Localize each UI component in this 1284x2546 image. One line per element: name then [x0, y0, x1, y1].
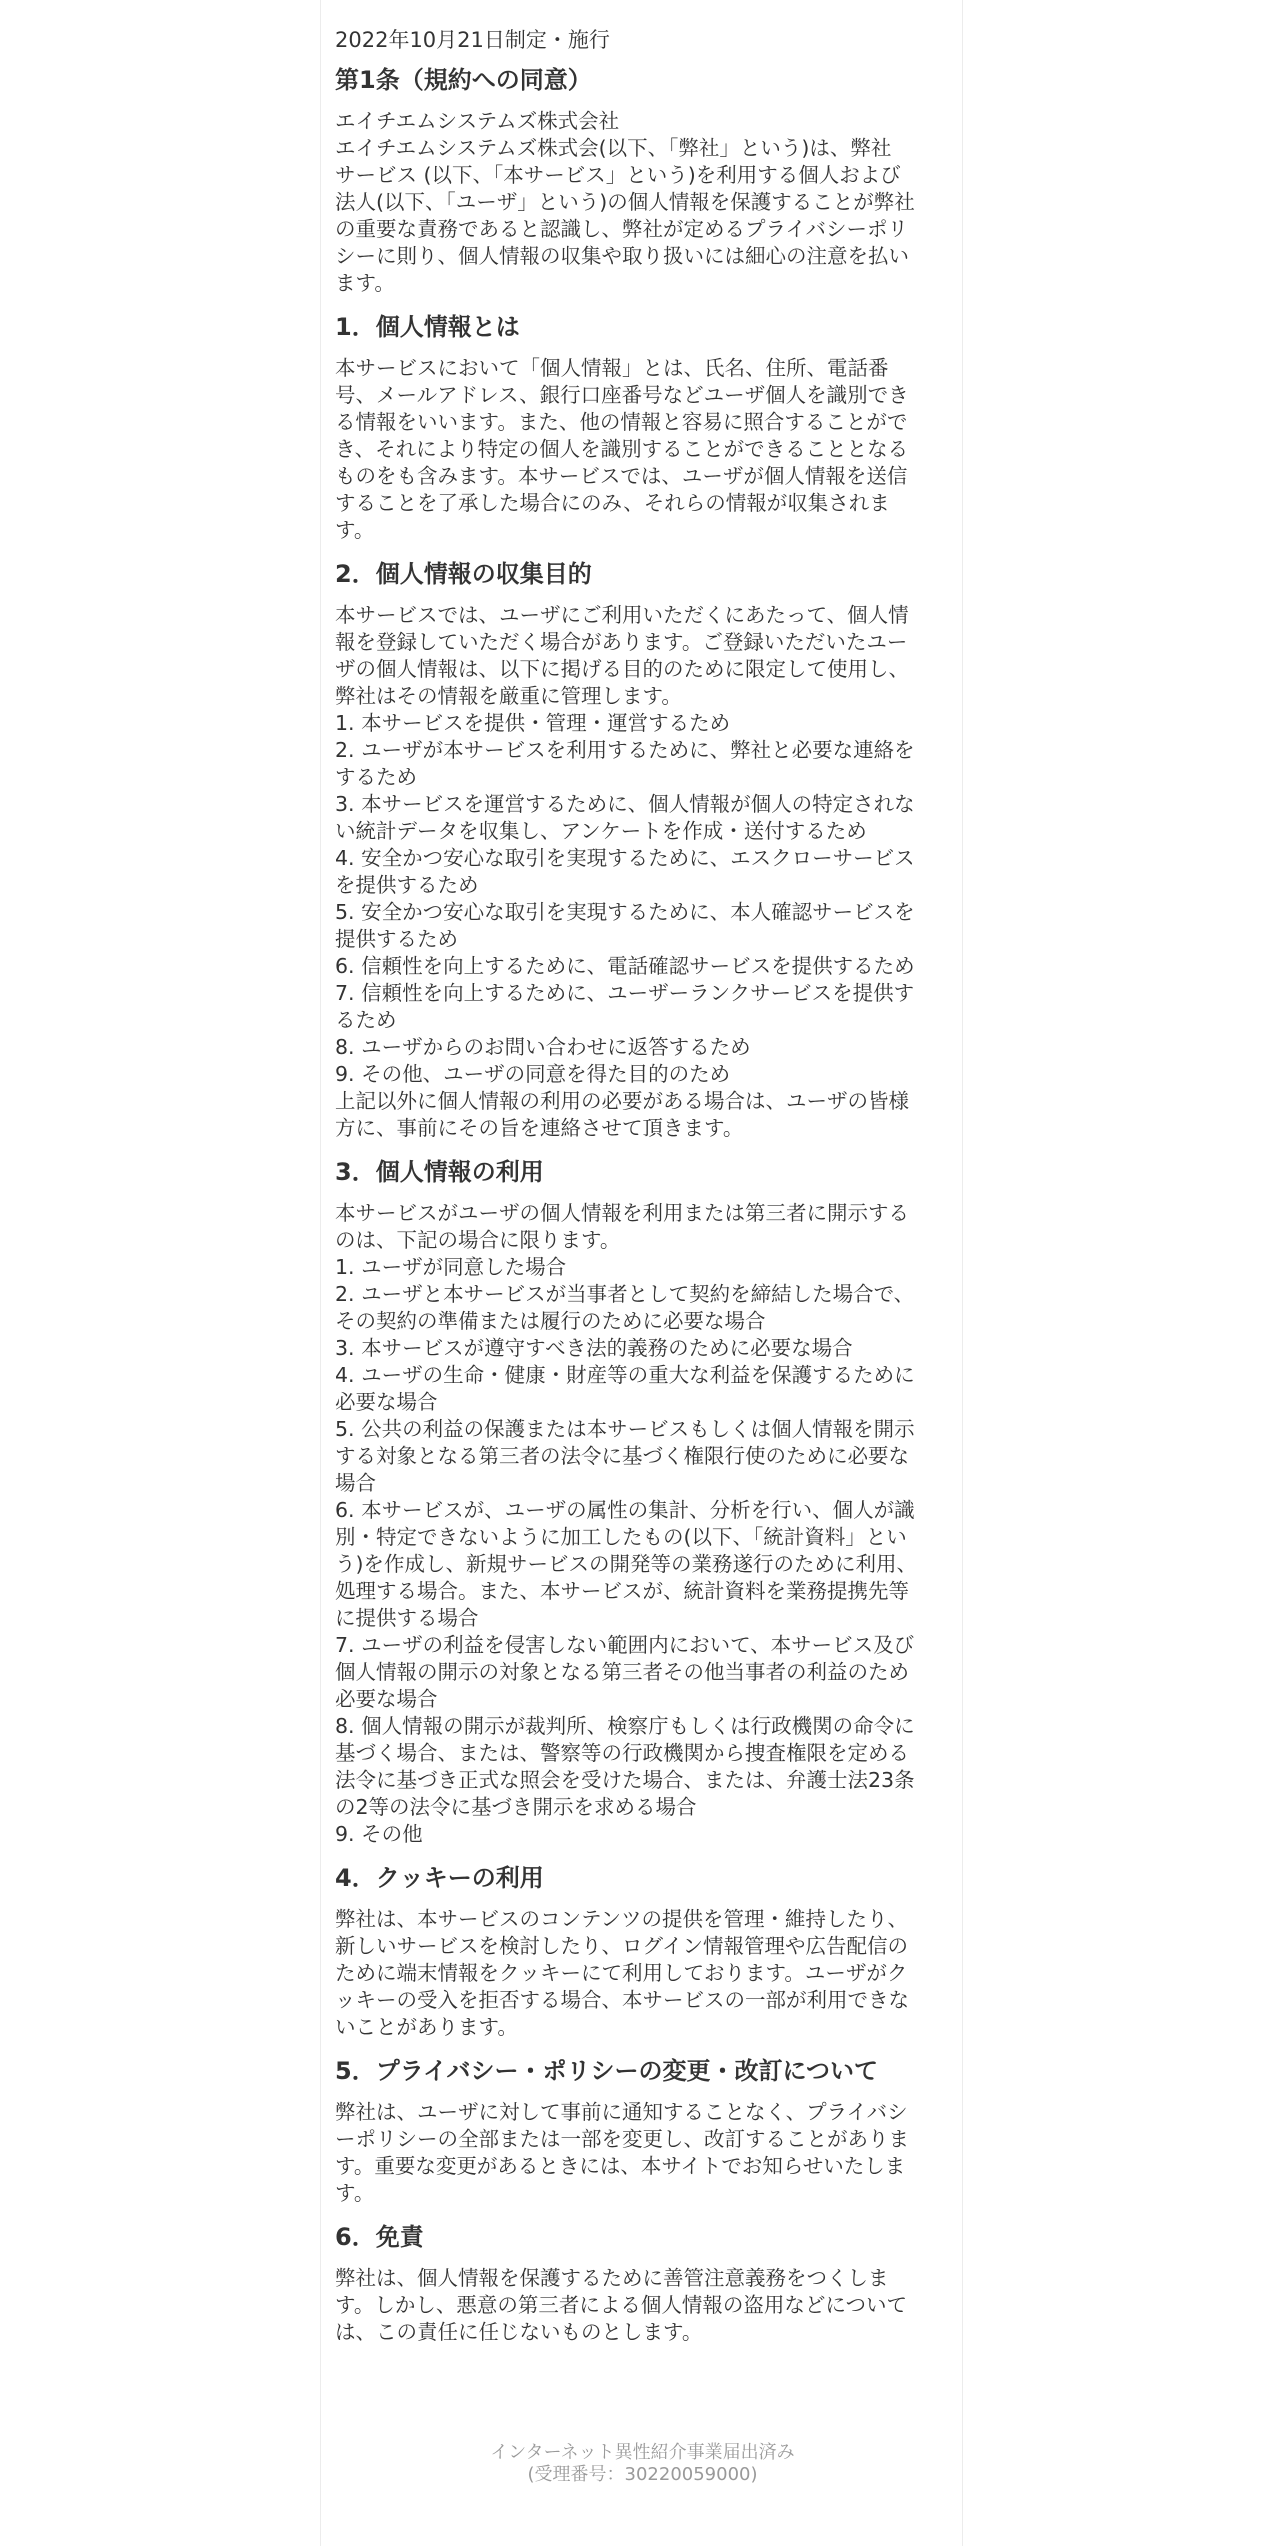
section-body-line: う)を作成し、新規サービスの開発等の業務遂行のために利用、: [335, 1552, 917, 1576]
section-body-line: き、それにより特定の個人を識別することができることとなる: [335, 437, 909, 461]
section-body-line: 基づく場合、または、警察等の行政機関から捜査権限を定める: [335, 1741, 909, 1765]
section-body-line: を提供するため: [335, 873, 479, 897]
section-body-line: 弊社は、ユーザに対して事前に通知することなく、プライバシ: [335, 2100, 908, 2124]
section-body: [335, 2265, 953, 2346]
policy-page: [320, 0, 963, 2546]
section-body-line: 弊社は、本サービスのコンテンツの提供を管理・維持したり、: [335, 1907, 908, 1931]
section-body-line: ものをも含みます。本サービスでは、ユーザが個人情報を送信: [335, 464, 908, 488]
section-heading: 4．クッキーの利用: [335, 1864, 544, 1892]
section-body-line: ます。: [335, 271, 395, 295]
section-body-line: 別・特定できないように加工したもの(以下、「統計資料」とい: [335, 1525, 907, 1549]
section-body-line: ために端末情報をクッキーにて利用しております。ユーザがク: [335, 1961, 908, 1985]
section-body-line: する対象となる第三者の法令に基づく権限行使のために必要な: [335, 1444, 909, 1468]
section-body-line: 7. 信頼性を向上するために、ユーザーランクサービスを提供す: [335, 981, 915, 1005]
section-body: [335, 1200, 953, 1848]
section-body-line: の重要な責務であると認識し、弊社が定めるプライバシーポリ: [335, 217, 908, 241]
section-body-line: る情報をいいます。また、他の情報と容易に照合することがで: [335, 410, 908, 434]
section-body-line: 本サービスがユーザの個人情報を利用または第三者に開示する: [335, 1201, 909, 1225]
policy-sections: [335, 64, 953, 2346]
section-body-line: するため: [335, 765, 417, 789]
section-body-line: 6. 信頼性を向上するために、電話確認サービスを提供するため: [335, 954, 915, 978]
section-heading: 第1条（規約への同意）: [335, 66, 592, 94]
section-body-line: 9. その他、ユーザの同意を得た目的のため: [335, 1062, 731, 1086]
section-body-line: は、この責任に任じないものとします。: [335, 2320, 703, 2344]
section-body-line: ッキーの受入を拒否する場合、本サービスの一部が利用できな: [335, 1988, 909, 2012]
section-body-line: 弊社はその情報を厳重に管理します。: [335, 684, 682, 708]
section-body-line: 7. ユーザの利益を侵害しない範囲内において、本サービス及び: [335, 1633, 915, 1657]
section-body-line: 報を登録していただく場合があります。ご登録いただいたユー: [335, 630, 908, 654]
section-body-line: 3. 本サービスを運営するために、個人情報が個人の特定されな: [335, 792, 915, 816]
section-body-line: 号、メールアドレス、銀行口座番号などユーザ個人を識別でき: [335, 383, 909, 407]
section-body-line: 3. 本サービスが遵守すべき法的義務のために必要な場合: [335, 1336, 853, 1360]
section-body-line: 新しいサービスを検討したり、ログイン情報管理や広告配信の: [335, 1934, 908, 1958]
section-body-line: 場合: [335, 1471, 376, 1495]
section-body-line: 9. その他: [335, 1822, 423, 1846]
section-body-line: 上記以外に個人情報の利用の必要がある場合は、ユーザの皆様: [335, 1089, 909, 1113]
section-body-line: 本サービスでは、ユーザにご利用いただくにあたって、個人情: [335, 603, 909, 627]
section-body-line: 必要な場合: [335, 1390, 438, 1414]
section-body: [335, 1906, 953, 2041]
section-body: [335, 108, 953, 297]
section-body-line: いことがあります。: [335, 2015, 518, 2039]
section-body-line: す。: [335, 518, 375, 542]
section-body-line: 6. 本サービスが、ユーザの属性の集計、分析を行い、個人が識: [335, 1498, 915, 1522]
section-body: [335, 2099, 953, 2207]
section-body-line: 4. 安全かつ安心な取引を実現するために、エスクローサービス: [335, 846, 915, 870]
footer: [321, 2442, 964, 2486]
section-body-line: 2. ユーザと本サービスが当事者として契約を締結した場合で、: [335, 1282, 915, 1306]
section-body-line: 処理する場合。また、本サービスが、統計資料を業務提携先等: [335, 1579, 909, 1603]
section-body-line: 法令に基づき正式な照会を受けた場合、または、弁護士法23条: [335, 1768, 915, 1792]
section-body-line: することを了承した場合にのみ、それらの情報が収集されま: [335, 491, 890, 515]
section-body-line: シーに則り、個人情報の収集や取り扱いには細心の注意を払い: [335, 244, 909, 268]
section-body-line: ザの個人情報は、以下に掲げる目的のために限定して使用し、: [335, 657, 909, 681]
section-body-line: 5. 安全かつ安心な取引を実現するために、本人確認サービスを: [335, 900, 915, 924]
section-body-line: 提供するため: [335, 927, 458, 951]
section-body-line: 弊社は、個人情報を保護するために善管注意義務をつくしま: [335, 2266, 889, 2290]
section-heading: 5．プライバシー・ポリシーの変更・改訂について: [335, 2057, 879, 2085]
enactment-date: 2022年10月21日制定・施行: [335, 28, 610, 52]
section-body-line: 8. 個人情報の開示が裁判所、検察庁もしくは行政機関の命令に: [335, 1714, 915, 1738]
section-body-line: 8. ユーザからのお問い合わせに返答するため: [335, 1035, 751, 1059]
section-body-line: す。しかし、悪意の第三者による個人情報の盗用などについて: [335, 2293, 907, 2317]
section-body-line: 1. ユーザが同意した場合: [335, 1255, 567, 1279]
section-body-line: 2. ユーザが本サービスを利用するために、弊社と必要な連絡を: [335, 738, 915, 762]
footer-registration-number: (受理番号：30220059000): [527, 2464, 758, 2485]
section-body-line: 方に、事前にその旨を連絡させて頂きます。: [335, 1116, 744, 1140]
section-body-line: 個人情報の開示の対象となる第三者その他当事者の利益のため: [335, 1660, 909, 1684]
section-body-line: サービス (以下、「本サービス」という)を利用する個人および: [335, 163, 901, 187]
section-body-line: のは、下記の場合に限ります。: [335, 1228, 621, 1252]
section-body-line: その契約の準備または履行のために必要な場合: [335, 1309, 766, 1333]
section-heading: 1．個人情報とは: [335, 313, 520, 341]
section-body-line: の2等の法令に基づき開示を求める場合: [335, 1795, 697, 1819]
section-body-line: 法人(以下、「ユーザ」という)の個人情報を保護することが弊社: [335, 190, 915, 214]
section-body-line: い統計データを収集し、アンケートを作成・送付するため: [335, 819, 867, 843]
section-body-line: 5. 公共の利益の保護または本サービスもしくは個人情報を開示: [335, 1417, 915, 1441]
section-heading: 3．個人情報の利用: [335, 1158, 544, 1186]
section-body-line: 必要な場合: [335, 1687, 438, 1711]
section-body-line: に提供する場合: [335, 1606, 479, 1630]
section-heading: 6．免責: [335, 2223, 424, 2251]
section-body-line: す。: [335, 2181, 375, 2205]
section-body-line: るため: [335, 1008, 397, 1032]
section-heading: 2．個人情報の収集目的: [335, 560, 592, 588]
section-body-line: 4. ユーザの生命・健康・財産等の重大な利益を保護するために: [335, 1363, 915, 1387]
section-body-line: ーポリシーの全部または一部を変更し、改訂することがありま: [335, 2127, 909, 2151]
policy-content: [335, 27, 953, 2360]
section-body: [335, 602, 953, 1142]
section-body-line: す。重要な変更があるときには、本サイトでお知らせいたしま: [335, 2154, 906, 2178]
section-body: [335, 355, 953, 544]
section-body-line: 1. 本サービスを提供・管理・運営するため: [335, 711, 731, 735]
section-body-line: エイチエムシステムズ株式会(以下、「弊社」という)は、弊社: [335, 136, 892, 160]
section-body-line: エイチエムシステムズ株式会社: [335, 109, 620, 133]
section-body-line: 本サービスにおいて「個人情報」とは、氏名、住所、電話番: [335, 356, 889, 380]
footer-registration-notice: インターネット異性紹介事業届出済み: [490, 2442, 795, 2463]
